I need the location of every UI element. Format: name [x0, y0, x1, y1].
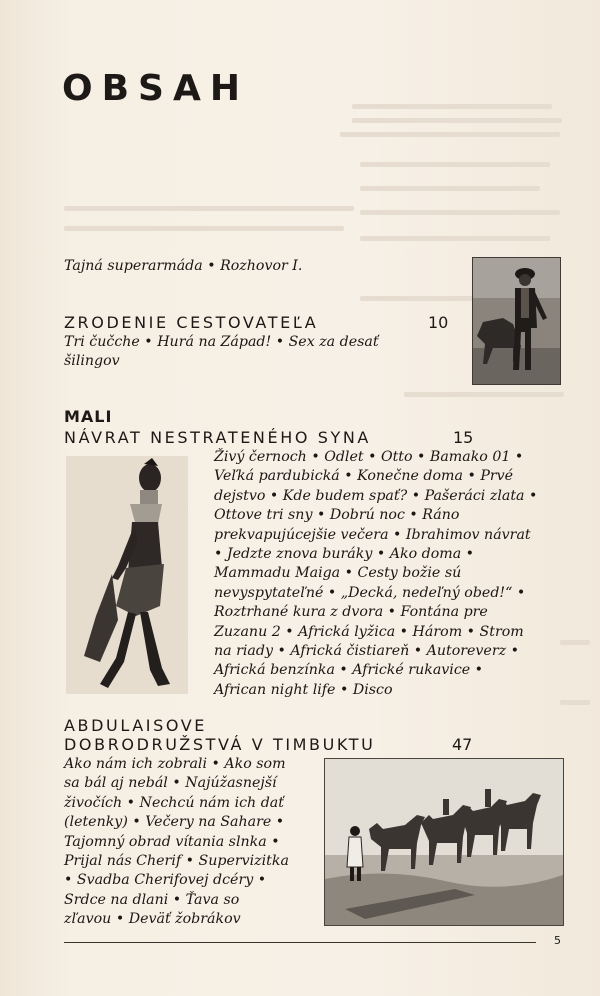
topic-line: Veľká pardubická • Konečne doma • Prvé — [214, 468, 514, 485]
topic-line: Zuzanu 2 • Africká lyžica • Három • Strom — [214, 623, 524, 640]
camel-caravan-illustration — [325, 759, 563, 925]
topic-line: dejstvo • Kde budem spať? • Pašeráci zlata • — [214, 487, 538, 504]
walking-woman-illustration — [66, 456, 188, 694]
topic-line: Tri čučche • Hurá na Západ! • Sex za desať — [64, 334, 379, 350]
topic-line: Živý černoch • Odlet • Otto • Bamako 01 • — [214, 449, 524, 465]
section-page-number: 15 — [453, 428, 474, 447]
topic-line: African night life • Disco — [214, 681, 393, 698]
section-heading-zrodenie: ZRODENIE CESTOVATEĽA — [64, 313, 319, 332]
topic-line: sa bál aj nebál • Najúžasnejší — [64, 775, 277, 792]
section-heading-timbuktu: DOBRODRUŽSTVÁ V TIMBUKTU — [64, 735, 376, 754]
section-topics-navrat — [214, 448, 537, 700]
topic-line: Ako nám ich zobrali • Ako som — [64, 756, 286, 772]
topic-line: Prijal nás Cherif • Supervizitka — [64, 853, 289, 870]
section-topics-timbuktu — [64, 755, 289, 930]
topic-line: živočích • Nechcú nám ich dať — [64, 794, 284, 811]
topic-line: zľavou • Deväť žobrákov — [64, 911, 241, 928]
topic-line: Mammadu Maiga • Cesty božie sú — [214, 565, 462, 582]
section-heading-abdulaisove: ABDULAISOVE — [64, 716, 208, 735]
photo-walking-woman — [66, 456, 188, 694]
section-heading-navrat: NÁVRAT NESTRATENÉHO SYNA — [64, 428, 371, 447]
topic-line: nevyspytateľné • „Decká, nedeľný obed!“ • — [214, 584, 526, 601]
topic-line: na riady • Africká čistiareň • Autoreverz • — [214, 643, 519, 660]
photo-soldier-with-horse — [472, 257, 561, 385]
page-number: 5 — [554, 934, 561, 947]
intro-line: Tajná superarmáda • Rozhovor I. — [64, 258, 303, 274]
topic-line: • Svadba Cherifovej dcéry • — [64, 872, 267, 889]
topic-line: Ottove tri sny • Dobrú noc • Ráno — [214, 507, 460, 524]
topic-line: prekvapujúcejšie večera • Ibrahimov návrat — [214, 526, 531, 543]
section-page-number: 47 — [452, 735, 473, 754]
section-page-number: 10 — [428, 313, 449, 332]
photo-camel-caravan — [324, 758, 564, 926]
topic-line: šilingov — [64, 353, 120, 370]
topic-line: Tajomný obrad vítania slnka • — [64, 833, 280, 850]
page-title: OBSAH — [62, 68, 249, 109]
footer-rule — [64, 942, 536, 943]
topic-line: (letenky) • Večery na Sahare • — [64, 814, 285, 831]
section-topics-zrodenie — [64, 333, 379, 372]
topic-line: Roztrhané kura z dvora • Fontána pre — [214, 604, 488, 621]
topic-line: Africká benzínka • Africké rukavice • — [214, 662, 484, 679]
topic-line: Srdce na dlani • Ťava so — [64, 891, 240, 908]
country-label: MALI — [64, 407, 113, 426]
topic-line: • Jedzte znova buráky • Ako doma • — [214, 546, 475, 563]
soldier-photo-illustration — [473, 258, 560, 384]
